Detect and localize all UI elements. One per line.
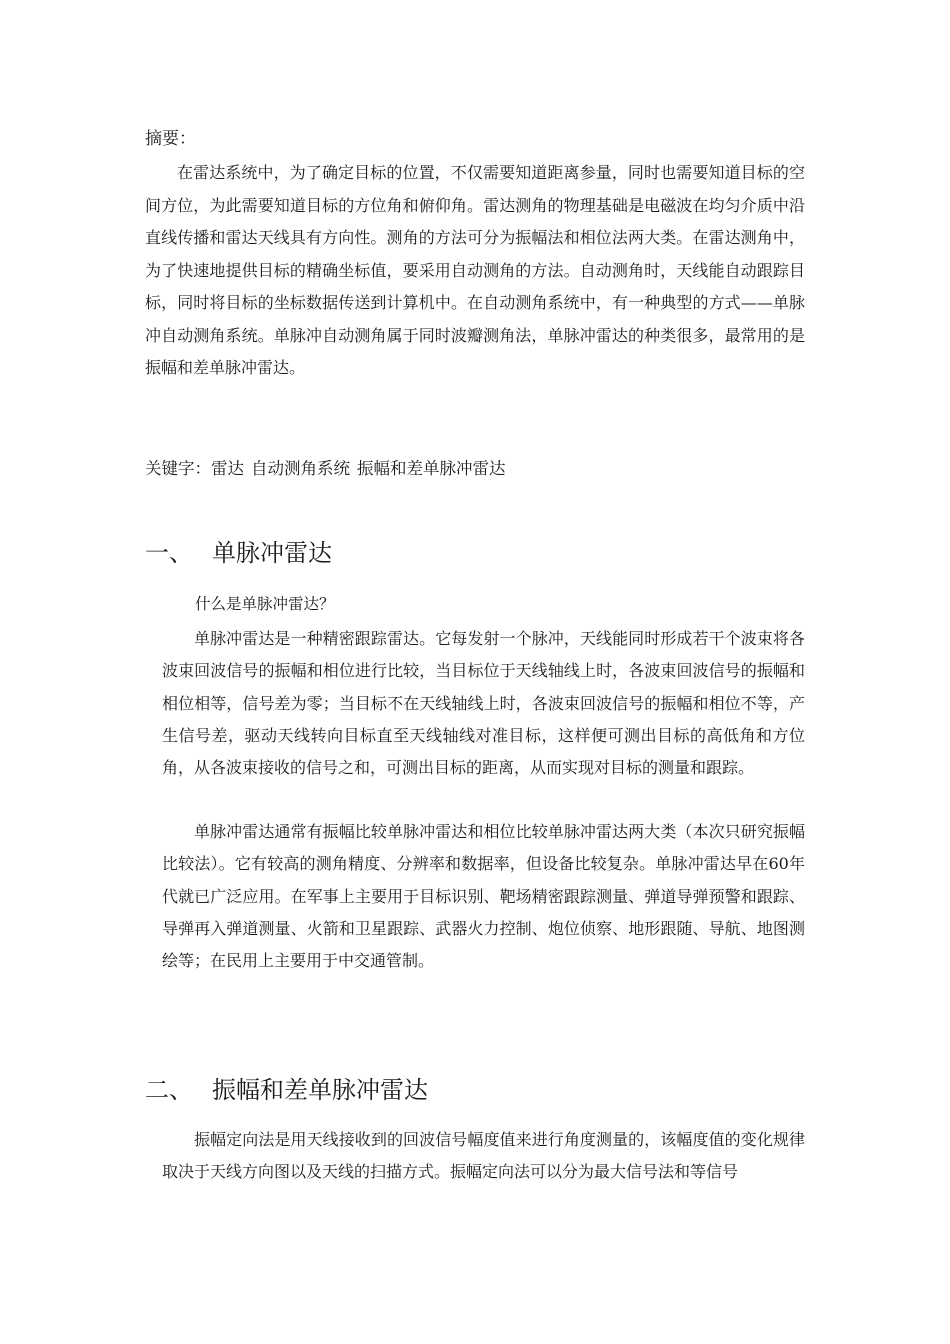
section-title: 振幅和差单脉冲雷达: [212, 1076, 428, 1104]
body-paragraph: 振幅定向法是用天线接收到的回波信号幅度值来进行角度测量的，该幅度值的变化规律取决于天线方向图以及天线的扫描方式。振幅定向法可以分为最大信号法和等信号: [162, 1130, 805, 1182]
keyword-item: 雷达: [211, 459, 244, 478]
section-heading-1: [145, 535, 332, 571]
body-paragraph: 单脉冲雷达是一种精密跟踪雷达。它每发射一个脉冲，天线能同时形成若干个波束将各波束回波信号的振幅和相位进行比较，当目标位于天线轴线上时，各波束回波信号的振幅和相位相等，信号差为零；当目标不在天线轴线上时，各波束回波信号的振幅和相位不等，产生信号差，驱动天线转向目标直至天线轴线对准目标，这样便可测出目标的高低角和方位角，从各波束接收的信号之和，可测出目标的距离，从而实现对目标的测量和跟踪。: [162, 629, 805, 778]
body-paragraph: 单脉冲雷达通常有振幅比较单脉冲雷达和相位比较单脉冲雷达两大类（本次只研究振幅比较法）。它有较高的测角精度、分辨率和数据率，但设备比较复杂。单脉冲雷达早在60年代就已广泛应用。在军事上主要用于目标识别、靶场精密跟踪测量、弹道导弹预警和跟踪、导弹再入弹道测量、火箭和卫星跟踪、武器火力控制、炮位侦察、地形跟随、导航、地图测绘等；在民用上主要用于中交通管制。: [162, 822, 805, 971]
section-title: 单脉冲雷达: [212, 539, 332, 567]
section-question: 什么是单脉冲雷达？: [195, 595, 335, 613]
keyword-item: 自动测角系统: [251, 459, 350, 478]
abstract-label: 摘要：: [145, 129, 196, 149]
keywords-line: [145, 455, 506, 483]
abstract-text: 在雷达系统中，为了确定目标的位置，不仅需要知道距离参量，同时也需要知道目标的空间方位，为此需要知道目标的方位角和俯仰角。雷达测角的物理基础是电磁波在均匀介质中沿直线传播和雷达天线具有方向性。测角的方法可分为振幅法和相位法两大类。在雷达测角中，为了快速地提供目标的精确坐标值，要采用自动测角的方法。自动测角时，天线能自动跟踪目标，同时将目标的坐标数据传送到计算机中。在自动测角系统中，有一种典型的方式——单脉冲自动测角系统。单脉冲自动测角属于同时波瓣测角法，单脉冲雷达的种类很多，最常用的是振幅和差单脉冲雷达。: [145, 163, 805, 377]
section-heading-2: [145, 1072, 428, 1108]
section-number: 一、: [145, 539, 193, 567]
section-number: 二、: [145, 1076, 193, 1104]
keyword-item: 振幅和差单脉冲雷达: [357, 459, 506, 478]
keywords-label: 关键字：: [145, 459, 211, 478]
